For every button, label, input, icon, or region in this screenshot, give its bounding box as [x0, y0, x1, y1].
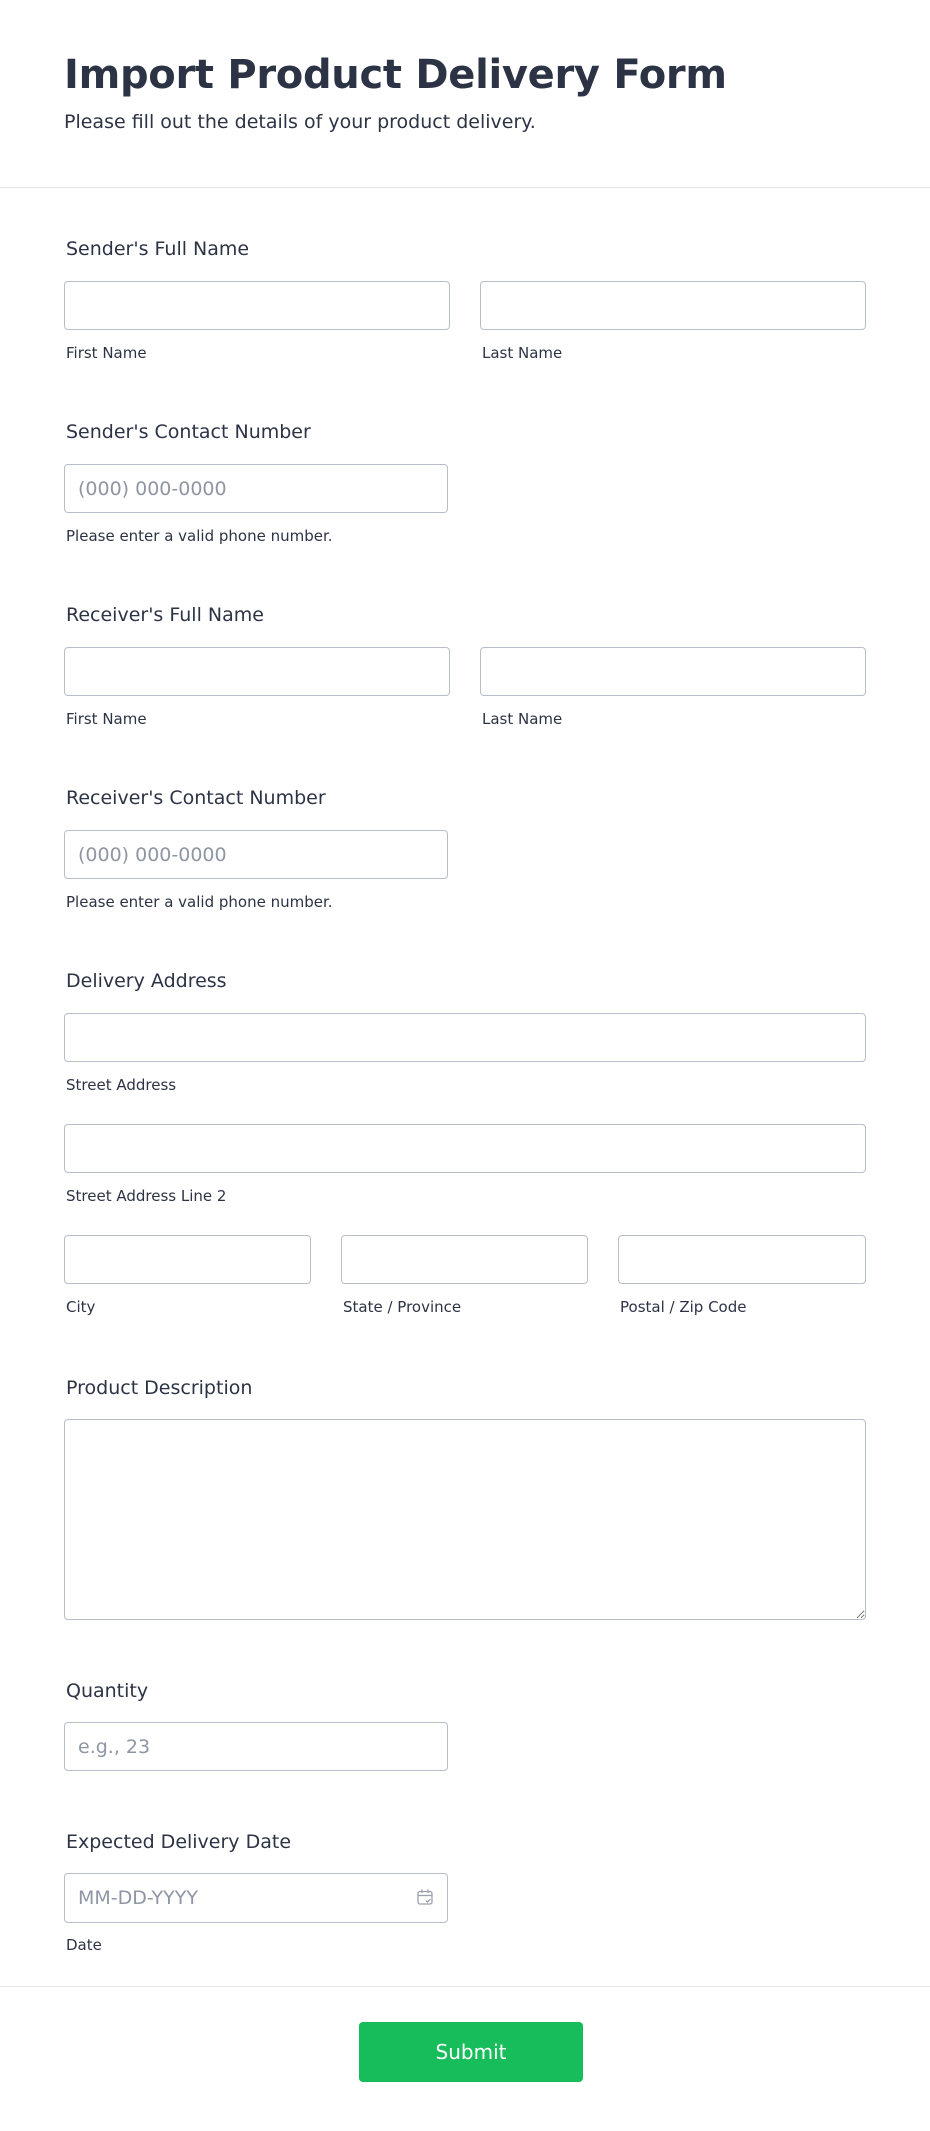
- product-description-label: Product Description: [66, 1377, 253, 1399]
- receiver-phone-hint: Please enter a valid phone number.: [66, 893, 333, 911]
- sender-name-label: Sender's Full Name: [66, 238, 250, 260]
- street-address-line2-input[interactable]: [64, 1124, 866, 1173]
- street-address-line2-sublabel: Street Address Line 2: [66, 1187, 227, 1205]
- delivery-date-input[interactable]: [64, 1873, 448, 1923]
- page-title: Import Product Delivery Form: [64, 52, 727, 98]
- sender-first-name-input[interactable]: [64, 281, 450, 330]
- page-subtitle: Please fill out the details of your product delivery.: [64, 111, 536, 133]
- receiver-last-name-input[interactable]: [480, 647, 866, 696]
- calendar-icon[interactable]: [416, 1888, 434, 1906]
- city-input[interactable]: [64, 1235, 311, 1284]
- sender-first-name-sublabel: First Name: [66, 344, 147, 362]
- state-province-sublabel: State / Province: [343, 1298, 462, 1316]
- quantity-label: Quantity: [66, 1680, 149, 1702]
- sender-last-name-input[interactable]: [480, 281, 866, 330]
- sender-last-name-sublabel: Last Name: [482, 344, 563, 362]
- receiver-last-name-sublabel: Last Name: [482, 710, 563, 728]
- state-province-input[interactable]: [341, 1235, 588, 1284]
- postal-zip-sublabel: Postal / Zip Code: [620, 1298, 747, 1316]
- sender-phone-label: Sender's Contact Number: [66, 421, 311, 443]
- delivery-address-label: Delivery Address: [66, 970, 227, 992]
- quantity-input[interactable]: [64, 1722, 448, 1771]
- delivery-date-field: [64, 1873, 448, 1923]
- city-sublabel: City: [66, 1298, 96, 1316]
- delivery-date-sublabel: Date: [66, 1936, 102, 1954]
- delivery-date-label: Expected Delivery Date: [66, 1831, 292, 1853]
- submit-button[interactable]: Submit: [359, 2022, 583, 2082]
- receiver-name-label: Receiver's Full Name: [66, 604, 264, 626]
- street-address-input[interactable]: [64, 1013, 866, 1062]
- footer-divider: [0, 1986, 930, 1987]
- sender-phone-input[interactable]: [64, 464, 448, 513]
- receiver-first-name-sublabel: First Name: [66, 710, 147, 728]
- receiver-phone-input[interactable]: [64, 830, 448, 879]
- receiver-phone-label: Receiver's Contact Number: [66, 787, 326, 809]
- form-header: [0, 0, 930, 188]
- sender-phone-hint: Please enter a valid phone number.: [66, 527, 333, 545]
- product-description-textarea[interactable]: [64, 1419, 866, 1620]
- street-address-sublabel: Street Address: [66, 1076, 177, 1094]
- postal-zip-input[interactable]: [618, 1235, 866, 1284]
- receiver-first-name-input[interactable]: [64, 647, 450, 696]
